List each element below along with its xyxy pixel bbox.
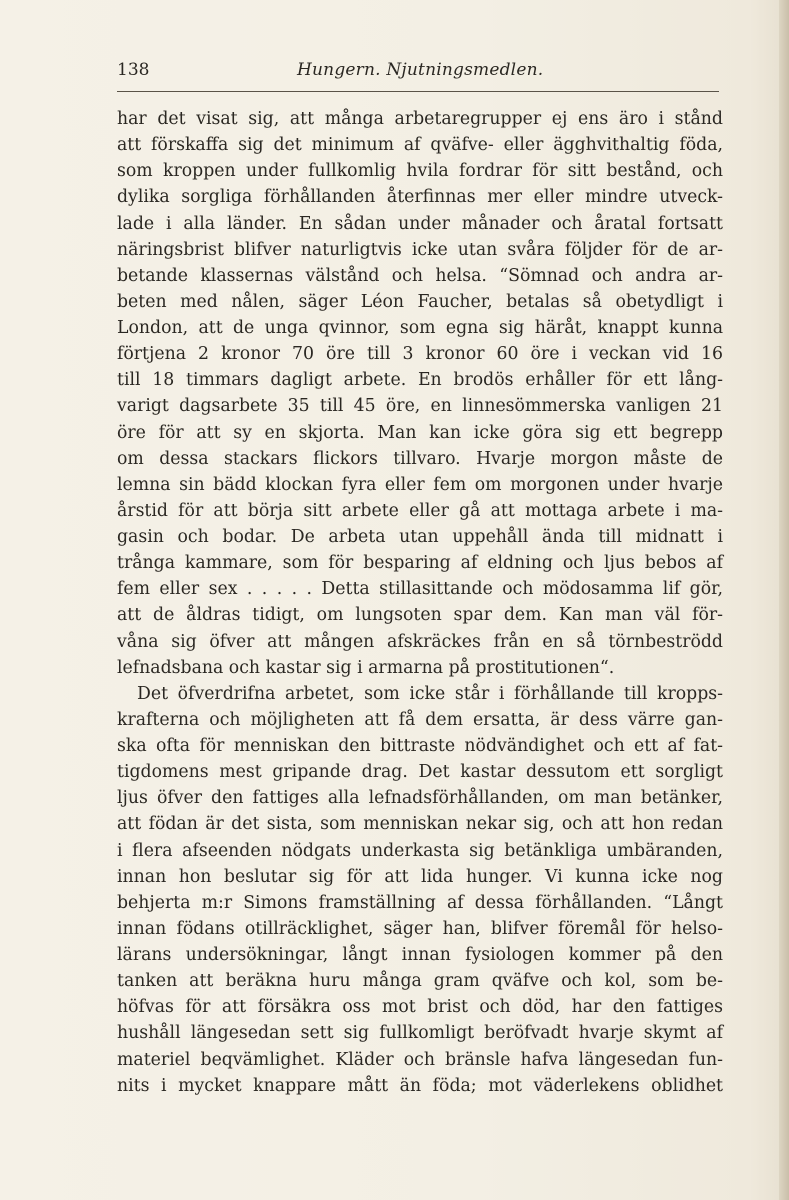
- body-text: [117, 106, 723, 1099]
- text-line: näringsbrist blifver naturligtvis icke utan svåra följder för de ar-: [117, 239, 723, 260]
- text-line: till 18 timmars dagligt arbete. En brodös erhåller för ett lång-: [117, 370, 723, 391]
- text-line: tigdomens mest gripande drag. Det kastar dessutom ett sorgligt: [117, 762, 723, 783]
- text-line: krafterna och möjligheten att få dem ersatta, är dess värre gan-: [117, 709, 723, 730]
- text-line: att förskaffa sig det minimum af qväfve- eller ägghvithaltig föda,: [117, 135, 723, 156]
- text-line: har det visat sig, att många arbetaregrupper ej ens äro i stånd: [117, 109, 723, 129]
- text-line: som kroppen under fullkomlig hvila fordrar för sitt bestånd, och: [117, 161, 723, 182]
- text-line: lemna sin bädd klockan fyra eller fem om morgonen under hvarje: [117, 474, 723, 495]
- text-line: London, att de unga qvinnor, som egna sig häråt, knappt kunna: [117, 318, 723, 338]
- header-rule: [117, 91, 719, 92]
- text-line: behjerta m:r Simons framställning af dessa förhållanden. “Långt: [117, 892, 723, 913]
- text-line: innan hon beslutar sig för att lida hunger. Vi kunna icke nog: [117, 866, 723, 887]
- page-edge: [779, 0, 789, 1200]
- text-line: Det öfverdrifna arbetet, som icke står i förhållande till kropps-: [137, 683, 723, 704]
- text-line: om dessa stackars flickors tillvaro. Hvarje morgon måste de: [117, 448, 723, 469]
- text-line: nits i mycket knappare mått än föda; mot väderlekens oblidhet: [117, 1075, 723, 1096]
- text-line: betande klassernas välstånd och helsa. “Sömnad och andra ar-: [117, 265, 723, 286]
- text-line: i flera afseenden nödgats underkasta sig betänkliga umbäranden,: [117, 840, 723, 861]
- text-line: gasin och bodar. De arbeta utan uppehåll ända till midnatt i: [117, 527, 723, 547]
- text-line: hushåll längesedan sett sig fullkomligt beröfvadt hvarje skymt af: [117, 1023, 723, 1044]
- text-line: lefnadsbana och kastar sig i armarna på prostitutionen“.: [117, 657, 615, 678]
- text-line: dylika sorgliga förhållanden återfinnas mer eller mindre utveck-: [117, 187, 723, 208]
- text-line: trånga kammare, som för besparing af eldning och ljus bebos af: [117, 553, 723, 574]
- text-line: innan födans otillräcklighet, säger han, blifver föremål för helso-: [117, 918, 723, 939]
- text-line: tanken att beräkna huru många gram qväfve och kol, som be-: [117, 971, 723, 992]
- page-header: [117, 58, 719, 84]
- text-line: våna sig öfver att mången afskräckes från en så törnbeströdd: [117, 631, 723, 652]
- text-line: varigt dagsarbete 35 till 45 öre, en linnesömmerska vanligen 21: [117, 396, 723, 417]
- text-line: höfvas för att försäkra oss mot brist och död, har den fattiges: [117, 997, 723, 1018]
- text-line: att födan är det sista, som menniskan nekar sig, och att hon redan: [117, 814, 723, 835]
- text-line: beten med nålen, säger Léon Faucher, betalas så obetydligt i: [117, 291, 723, 312]
- text-line: ljus öfver den fattiges alla lefnadsförhållanden, om man betänker,: [117, 788, 723, 809]
- text-line: förtjena 2 kronor 70 öre till 3 kronor 60 öre i veckan vid 16: [117, 344, 723, 365]
- text-line: fem eller sex . . . . . Detta stillasittande och mödosamma lif gör,: [117, 579, 723, 600]
- text-line: materiel beqvämlighet. Kläder och bränsle hafva längesedan fun-: [117, 1049, 723, 1070]
- text-line: ska ofta för menniskan den bittraste nödvändighet och ett af fat-: [117, 736, 723, 756]
- text-line: lade i alla länder. En sådan under månader och åratal fortsatt: [117, 213, 723, 234]
- running-title: Hungern. Njutningsmedlen.: [297, 60, 544, 80]
- text-line: öre för att sy en skjorta. Man kan icke göra sig ett begrepp: [117, 422, 723, 443]
- text-line: att de åldras tidigt, om lungsoten spar dem. Kan man väl för-: [117, 605, 723, 626]
- text-line: lärans undersökningar, långt innan fysiologen kommer på den: [117, 945, 723, 965]
- text-line: årstid för att börja sitt arbete eller gå att mottaga arbete i ma-: [117, 500, 723, 521]
- page-number: 138: [117, 60, 150, 80]
